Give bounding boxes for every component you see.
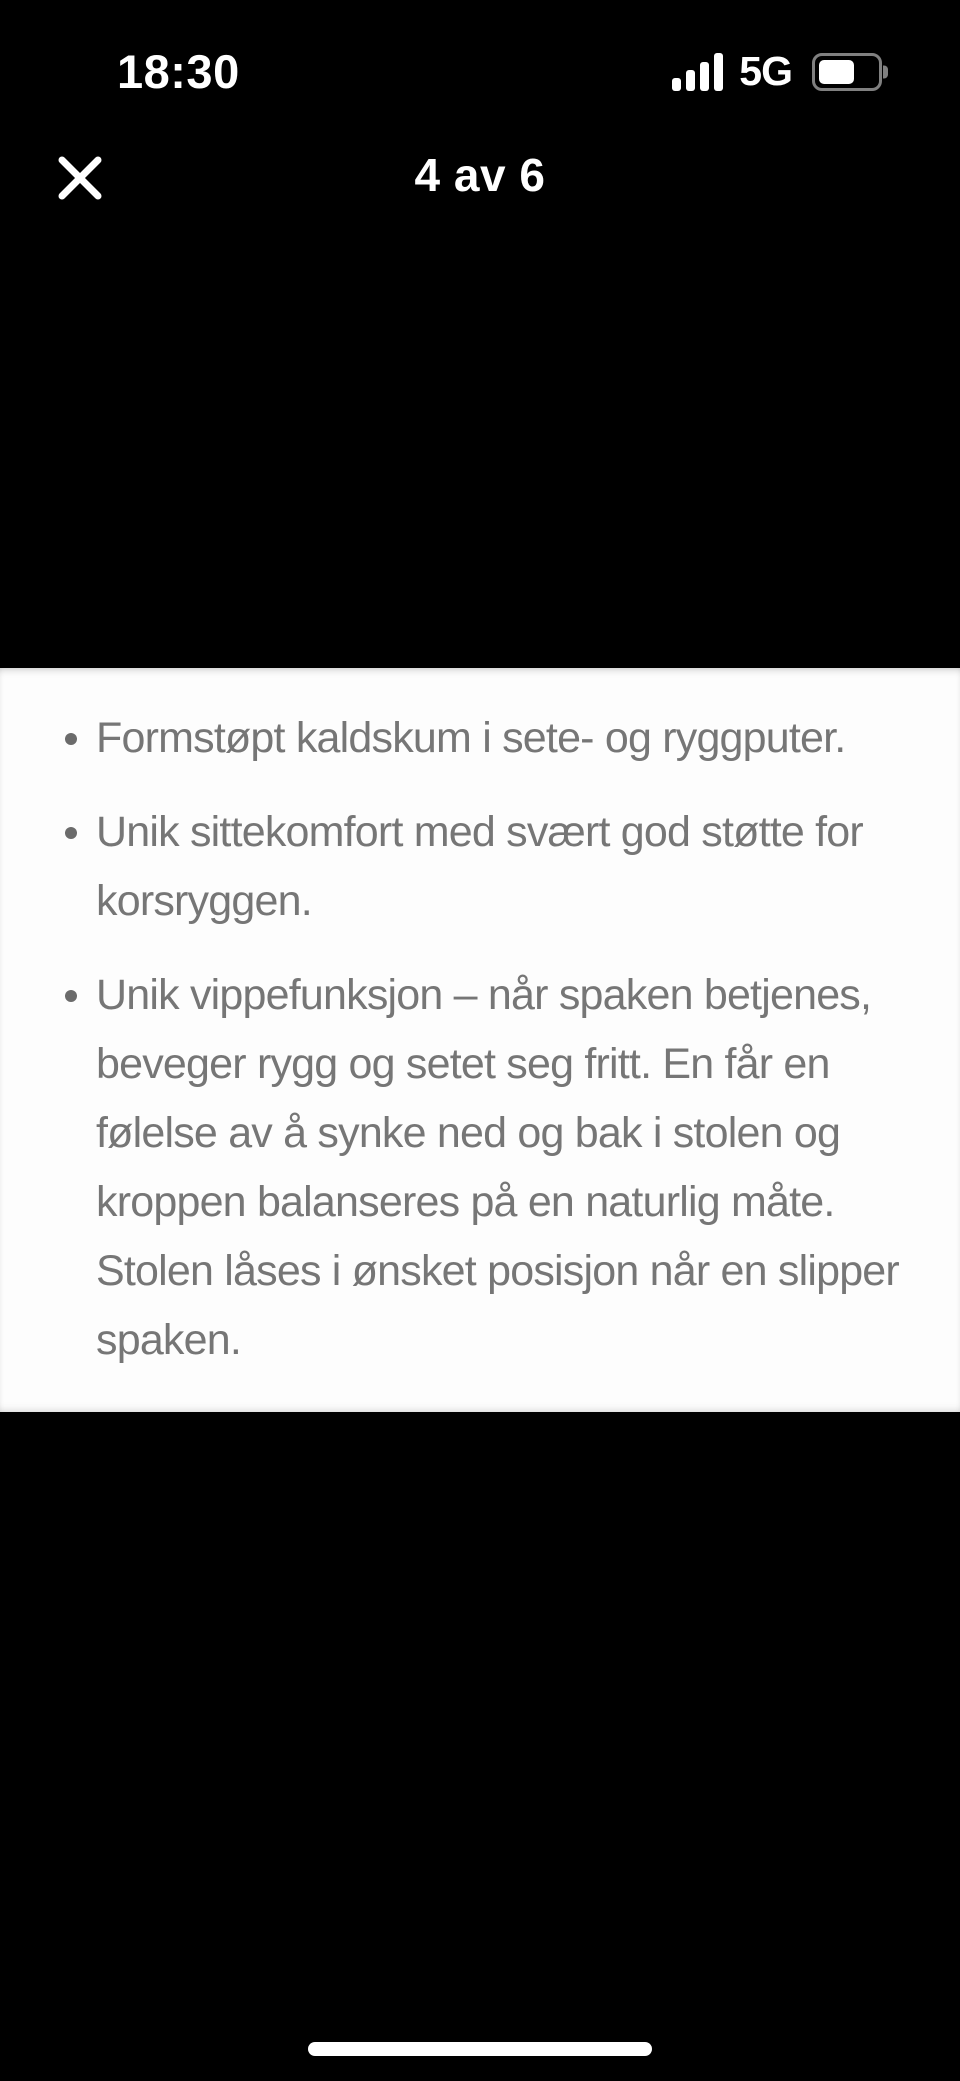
signal-bar xyxy=(672,78,681,91)
signal-bar xyxy=(686,70,695,91)
status-bar xyxy=(0,0,960,130)
battery-icon xyxy=(812,53,882,91)
bullet-item: Unik vippefunksjon – når spaken betjenes, beveger rygg og setet seg fritt. En får en følelse av å synke ned og bak i stolen og kroppen balanseres på en naturlig måte. Stolen låses i ønsket posisjon når en slipper spaken. xyxy=(96,961,904,1375)
status-icons xyxy=(672,48,882,95)
signal-bar xyxy=(700,62,709,91)
network-type-label: 5G xyxy=(739,48,792,94)
bullet-item: Unik sittekomfort med svært god støtte for korsryggen. xyxy=(96,798,904,936)
signal-bar xyxy=(714,53,723,91)
battery-fill xyxy=(819,60,854,84)
viewer-header xyxy=(0,130,960,230)
cellular-signal-icon xyxy=(672,53,723,91)
bullet-item: Formstøpt kaldskum i sete- og ryggputer. xyxy=(96,704,904,773)
battery-nub xyxy=(883,65,888,78)
feature-bullet-list xyxy=(96,704,904,1375)
home-indicator[interactable] xyxy=(308,2042,652,2056)
clock: 18:30 xyxy=(117,45,240,98)
image-counter: 4 av 6 xyxy=(414,149,546,201)
gallery-slide[interactable] xyxy=(0,668,960,1412)
